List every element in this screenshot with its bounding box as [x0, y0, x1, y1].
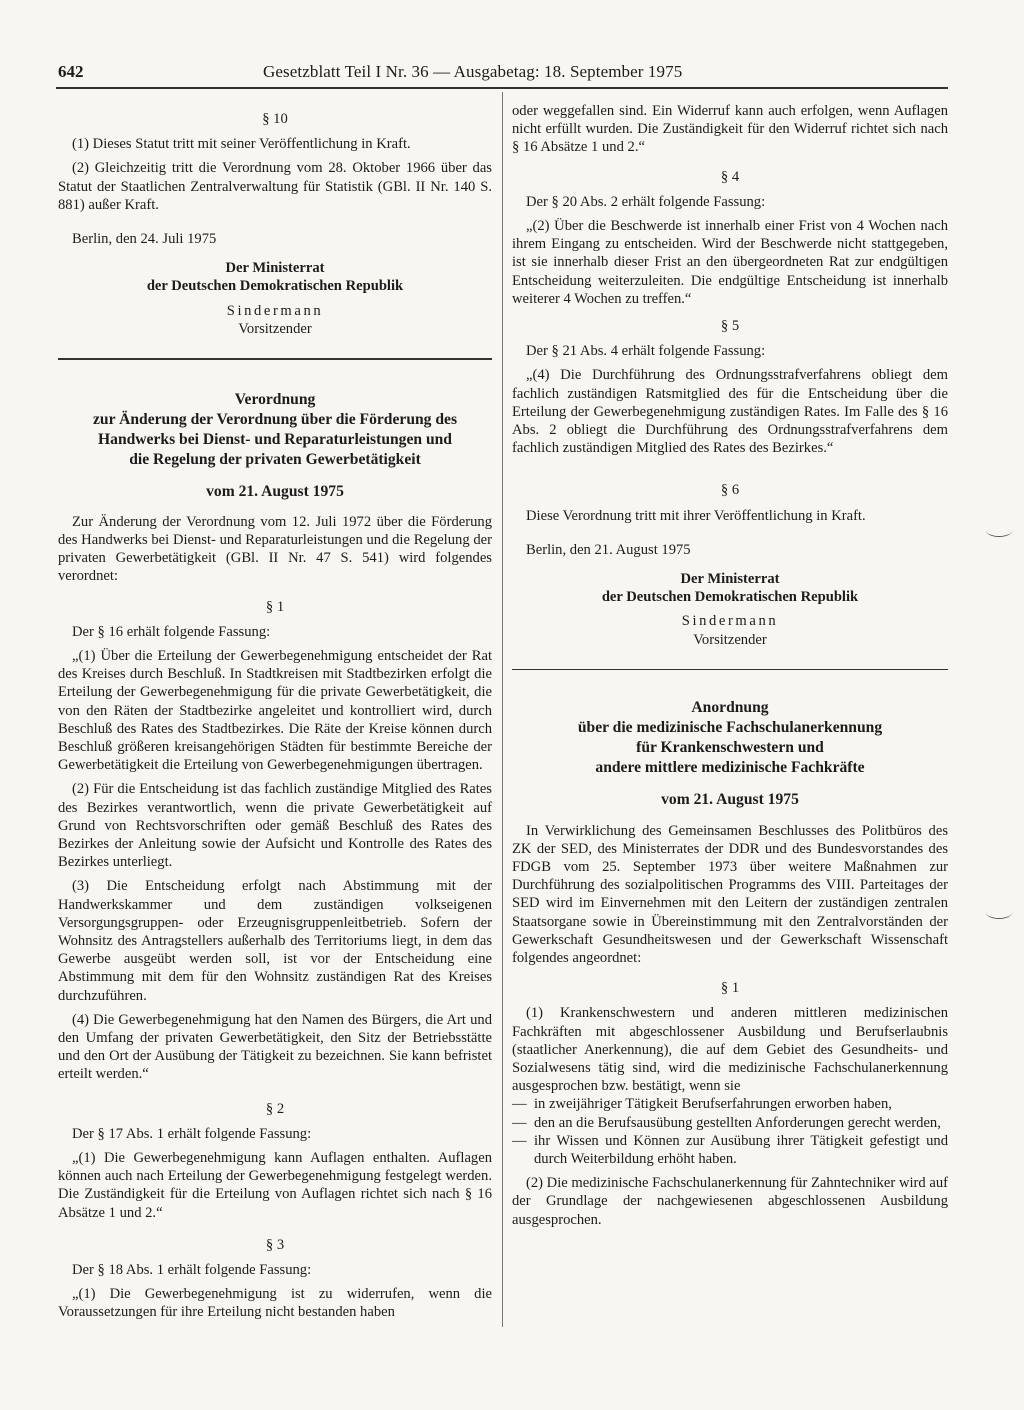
paragraph: „(4) Die Durchführung des Ordnungsstrafverfahrens obliegt dem fachlich zuständigen Ratsmitglied des für die Entscheidung über die Erteilung der Gewerbegenehmigung zuständigen Rates. Im Falle des § 16 Abs. 2 obliegt die Durchführung des Ordnungsstrafverfahrens dem fachlich zuständigen Mitglied des Rates des Bezirkes.“ — [512, 367, 948, 457]
dash-marker: — — [512, 1132, 527, 1149]
paragraph: „(1) Über die Erteilung der Gewerbegenehmigung entscheidet der Rat des Kreises durch Beschluß. In Stadtkreisen mit Stadtbezirken erfolgt die Erteilung der Gewerbegenehmigung für die private Gewerbetätigkeit, die von den Räten der Stadtbezirke angeleitet und kontrolliert wird, durch Beschluß des Rates des Stadtbezirkes. Die Räte der Kreise können durch Beschluß größeren kreisangehörigen Städten für bestimmte Bereiche der Gewerbetätigkeit die Erteilung von Gewerbegenehmigungen übertragen. — [58, 647, 492, 774]
section-heading: § 4 — [720, 168, 740, 185]
paragraph: Der § 21 Abs. 4 erhält folgende Fassung: — [526, 343, 766, 360]
running-title: Gesetzblatt Teil I Nr. 36 — Ausgabetag: 18. September 1975 — [263, 62, 683, 81]
column-separator — [502, 92, 503, 1327]
order-title: Anordnung — [691, 699, 769, 717]
section-heading: § 5 — [720, 318, 740, 335]
scan-mark — [986, 906, 1012, 919]
decree-title: Verordnung — [234, 390, 316, 408]
paragraph: Der § 17 Abs. 1 erhält folgende Fassung: — [72, 1125, 312, 1142]
decree-title: Handwerks bei Dienst- und Reparaturleistungen und — [98, 430, 452, 448]
decree-date: vom 21. August 1975 — [206, 482, 344, 500]
decree-title: die Regelung der privaten Gewerbetätigkeit — [129, 450, 421, 468]
paragraph: oder weggefallen sind. Ein Widerruf kann auch erfolgen, wenn Auflagen nicht erfüllt wurden. Die Zuständigkeit für den Widerruf richtet sich nach § 16 Absätze 1 und 2.“ — [512, 103, 948, 156]
page-number: 642 — [58, 62, 84, 81]
paragraph: (1) Krankenschwestern und anderen mittleren medizinischen Fachkräften mit abgeschlossener Ausbildung und Berufserlaubnis (staatlicher Anerkennung), die auf dem Gebiet des Gesundheits- und Sozialwesens tätig sind, wird die medizinische Fachschulanerkennung ausgesprochen bzw. bestätigt, wenn sie — [512, 1005, 948, 1095]
paragraph: (2) Die medizinische Fachschulanerkennung für Zahntechniker wird auf der Grundlage der nachgewiesenen abgeschlossenen Ausbildung ausgesprochen. — [512, 1175, 948, 1228]
list-item: — in zweijähriger Tätigkeit Berufserfahrungen erworben haben, — [512, 1096, 892, 1113]
decree-title: zur Änderung der Verordnung über die Förderung des — [92, 410, 458, 428]
dash-marker: — — [512, 1114, 527, 1131]
paragraph: (3) Die Entscheidung erfolgt nach Abstimmung mit der Handwerkskammer und dem zuständigen volkseigenen Versorgungsgruppen- oder Erzeugnisgruppenleitbetrieb. Sofern der Wohnsitz des Antragstellers außerhalb des Territoriums liegt, in dem das Gewerbe ausgeübt werden soll, ist vor der Entscheidung eine Abstimmung mit dem für den Wohnsitz zuständigen Rat des Kreises durchzuführen. — [58, 878, 492, 1004]
signer-name: Sindermann — [226, 302, 324, 319]
section-heading: § 2 — [265, 1100, 285, 1117]
section-rule — [512, 669, 948, 671]
section-heading: § 1 — [720, 980, 740, 997]
paragraph: Diese Verordnung tritt mit ihrer Veröffentlichung in Kraft. — [526, 507, 866, 524]
signer-body: der Deutschen Demokratischen Republik — [601, 589, 859, 606]
paragraph: (2) Gleichzeitig tritt die Verordnung vom 28. Oktober 1966 über das Statut der Staatlichen Zentralverwaltung für Statistik (GBl. II Nr. 140 S. 881) außer Kraft. — [58, 160, 492, 213]
signer-body: der Deutschen Demokratischen Republik — [146, 278, 404, 295]
signer-role: Vorsitzender — [238, 320, 312, 337]
signer-body: Der Ministerrat — [680, 571, 780, 588]
section-rule — [58, 358, 492, 360]
left-column — [58, 102, 492, 1322]
order-date: vom 21. August 1975 — [661, 791, 799, 809]
signer-body: Der Ministerrat — [225, 260, 325, 277]
paragraph: Der § 20 Abs. 2 erhält folgende Fassung: — [526, 193, 766, 210]
section-heading: § 6 — [720, 482, 740, 499]
scan-mark — [986, 524, 1012, 537]
order-title: andere mittlere medizinische Fachkräfte — [595, 759, 865, 777]
paragraph: (1) Dieses Statut tritt mit seiner Veröffentlichung in Kraft. — [72, 136, 411, 153]
paragraph: „(1) Die Gewerbegenehmigung ist zu widerrufen, wenn die Voraussetzungen für ihre Erteilung nicht bestanden haben — [58, 1286, 492, 1321]
order-title: über die medizinische Fachschulanerkennung — [577, 719, 883, 737]
header-rule — [56, 87, 948, 89]
signer-name: Sindermann — [681, 613, 779, 630]
page-header — [58, 62, 948, 86]
paragraph: „(1) Die Gewerbegenehmigung kann Auflagen enthalten. Auflagen können auch nach Erteilung der Gewerbegenehmigung festgelegt werden. Die Zuständigkeit für die Erteilung von Auflagen richtet sich nach § 16 Absätze 1 und 2.“ — [58, 1150, 492, 1221]
right-column — [512, 102, 948, 1229]
paragraph: „(2) Über die Beschwerde ist innerhalb einer Frist von 4 Wochen nach ihrem Eingang zu entscheiden. Wird der Beschwerde nicht stattgegeben, ist sie innerhalb dieser Frist an den übergeordneten Rat zur endgültigen Entscheidung weiterzuleiten. Die endgültige Entscheidung ist innerhalb weiterer 4 Wochen zu treffen.“ — [512, 218, 948, 307]
dash-marker: — — [512, 1096, 527, 1113]
order-title: für Krankenschwestern und — [636, 739, 824, 757]
signer-role: Vorsitzender — [693, 631, 767, 648]
place-date: Berlin, den 24. Juli 1975 — [72, 231, 217, 248]
paragraph: Der § 18 Abs. 1 erhält folgende Fassung: — [72, 1262, 312, 1279]
section-heading: § 3 — [265, 1236, 285, 1253]
paragraph: (4) Die Gewerbegenehmigung hat den Namen des Bürgers, die Art und den Umfang der privaten Gewerbetätigkeit, den Sitz der Betriebsstätte und den Ort der Ausübung der Tätigkeit zu bezeichnen. Sie kann befristet erteilt werden.“ — [58, 1011, 492, 1083]
list-item: — den an die Berufsausübung gestellten Anforderungen gerecht werden, — [512, 1114, 941, 1131]
section-heading: § 1 — [265, 598, 285, 615]
paragraph: Der § 16 erhält folgende Fassung: — [72, 623, 271, 640]
list-item: — ihr Wissen und Können zur Ausübung ihrer Tätigkeit gefestigt und durch Weiterbildung erhöht haben. — [512, 1132, 948, 1168]
place-date: Berlin, den 21. August 1975 — [526, 541, 691, 558]
paragraph: (2) Für die Entscheidung ist das fachlich zuständige Mitglied des Rates des Bezirkes verantwortlich, wenn die private Gewerbetätigkeit auf Grund von Rechtsvorschriften oder gemäß Beschluß des Rates des Bezirkes der Anleitung sowie der Aufsicht und Kontrolle des Rates des Bezirkes unterliegt. — [58, 781, 492, 871]
section-heading: § 10 — [262, 111, 288, 127]
paragraph: In Verwirklichung des Gemeinsamen Beschlusses des Politbüros des ZK der SED, des Ministerrates der DDR und des Bundesvorstandes des FDGB vom 25. September 1973 über weitere Maßnahmen zur Durchführung des sozialpolitischen Programms des VIII. Parteitages der SED wird im Einvernehmen mit den Leitern der zuständigen zentralen Staatsorgane sowie in Übereinstimmung mit den Zentralvorständen der Gewerkschaft Gesundheitswesen und der Gewerkschaft Wissenschaft folgendes angeordnet: — [512, 822, 948, 966]
paragraph: Zur Änderung der Verordnung vom 12. Juli 1972 über die Förderung des Handwerks bei Dienst- und Reparaturleistungen und die Regelung der privaten Gewerbetätigkeit (GBl. II Nr. 47 S. 541) wird folgendes verordnet: — [58, 513, 492, 585]
condition-list — [512, 1095, 948, 1168]
